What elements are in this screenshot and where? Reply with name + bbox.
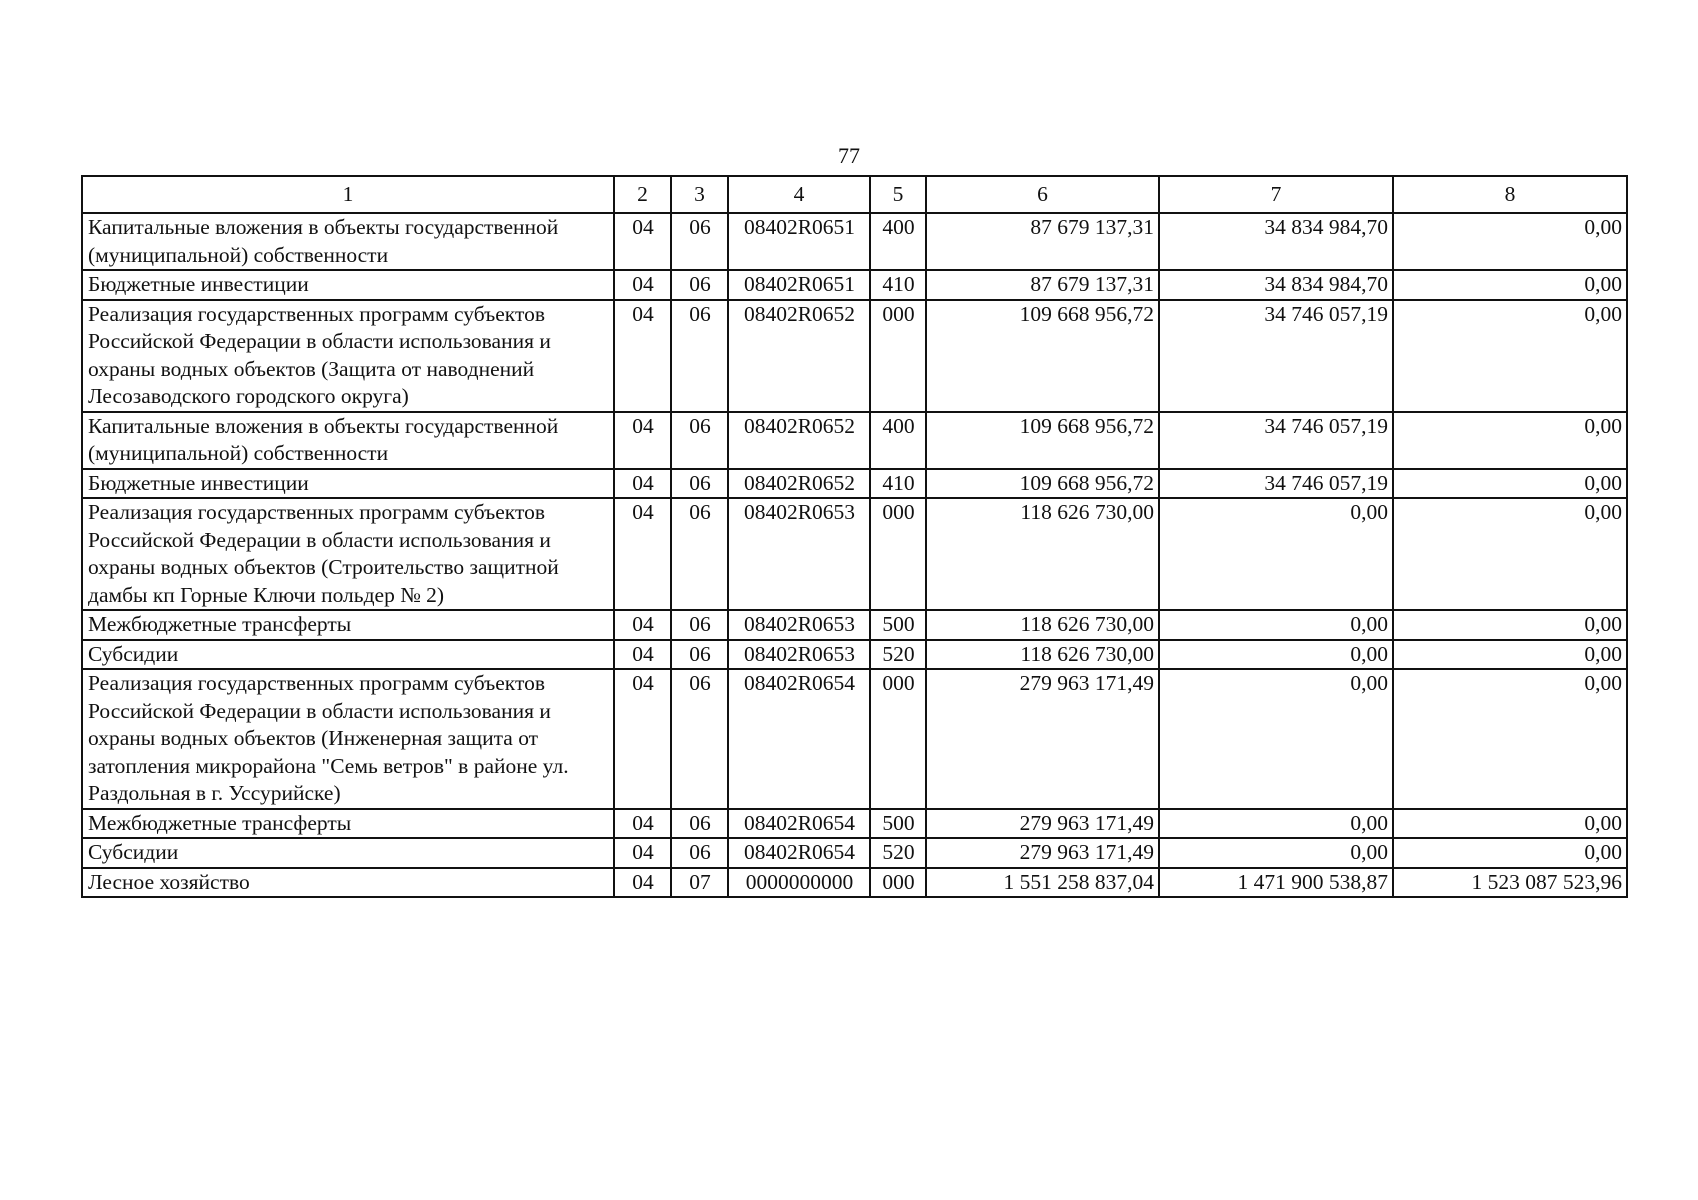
row-expense-type-cell: 000 [870, 868, 926, 898]
row-amount-col8-cell [1393, 868, 1627, 898]
row-amount-col7-cell [1159, 498, 1393, 610]
row-target-article-cell: 08402R0652 [728, 412, 870, 469]
row-amount-col6-cell [926, 868, 1159, 898]
amount-value: 0,00 [1584, 641, 1622, 666]
row-amount-col7-cell [1159, 669, 1393, 809]
row-amount-col7-cell [1159, 809, 1393, 839]
row-section-cell: 04 [614, 809, 671, 839]
row-amount-col7-cell [1159, 868, 1393, 898]
amount-value: 279 963 171,49 [1019, 840, 1154, 864]
row-target-article-cell: 0000000000 [728, 868, 870, 898]
row-section-cell: 04 [614, 469, 671, 499]
row-amount-col8-cell [1393, 669, 1627, 809]
row-amount-col7-cell [1159, 213, 1393, 270]
row-section-cell: 04 [614, 640, 671, 670]
row-amount-col6-cell [926, 669, 1159, 809]
table-row [82, 498, 1627, 610]
row-amount-col8-cell [1393, 838, 1627, 868]
row-section-cell: 04 [614, 412, 671, 469]
amount-value: 0,00 [1584, 301, 1622, 326]
row-amount-col6-cell [926, 412, 1159, 469]
amount-value: 279 963 171,49 [1019, 671, 1154, 695]
row-name-cell: Субсидии [82, 838, 614, 868]
table-row [82, 669, 1627, 809]
amount-value: 0,00 [1584, 840, 1622, 864]
table-row [82, 640, 1627, 670]
row-section-cell: 04 [614, 213, 671, 270]
row-section-cell: 04 [614, 610, 671, 640]
amount-value: 0,00 [1584, 413, 1622, 438]
row-expense-type-cell: 000 [870, 300, 926, 412]
amount-value: 0,00 [1584, 671, 1622, 695]
amount-value: 87 679 137,31 [1030, 272, 1154, 296]
table-row [82, 270, 1627, 300]
amount-value: 34 746 057,19 [1264, 470, 1388, 495]
amount-value: 0,00 [1350, 500, 1388, 524]
row-amount-col6-cell [926, 640, 1159, 670]
amount-value: 109 668 956,72 [1019, 413, 1154, 438]
row-target-article-cell: 08402R0652 [728, 469, 870, 499]
amount-value: 87 679 137,31 [1030, 215, 1154, 239]
amount-value: 118 626 730,00 [1020, 500, 1154, 524]
row-amount-col8-cell [1393, 610, 1627, 640]
row-amount-col7-cell [1159, 640, 1393, 670]
amount-value: 0,00 [1584, 500, 1622, 524]
table-body [82, 213, 1627, 897]
amount-value: 34 746 057,19 [1264, 301, 1388, 326]
header-cell: 7 [1159, 176, 1393, 213]
row-amount-col6-cell [926, 610, 1159, 640]
row-target-article-cell: 08402R0654 [728, 669, 870, 809]
header-cell: 6 [926, 176, 1159, 213]
row-amount-col8-cell [1393, 213, 1627, 270]
row-subsection-cell: 06 [671, 270, 728, 300]
header-cell: 5 [870, 176, 926, 213]
page-number: 77 [838, 143, 860, 168]
row-name-cell: Реализация государственных программ субъектов Российской Федерации в области использования и охраны водных объектов (Защита от наводнений Лесозаводского городского округа) [82, 300, 614, 412]
row-subsection-cell: 06 [671, 809, 728, 839]
row-amount-col7-cell [1159, 412, 1393, 469]
header-cell: 1 [82, 176, 614, 213]
amount-value: 118 626 730,00 [1020, 612, 1154, 636]
row-expense-type-cell: 520 [870, 838, 926, 868]
row-amount-col6-cell [926, 270, 1159, 300]
row-amount-col6-cell [926, 809, 1159, 839]
amount-value: 118 626 730,00 [1020, 641, 1154, 666]
row-expense-type-cell: 500 [870, 610, 926, 640]
table-row [82, 809, 1627, 839]
row-amount-col8-cell [1393, 270, 1627, 300]
row-expense-type-cell: 410 [870, 270, 926, 300]
amount-value: 0,00 [1584, 470, 1622, 495]
row-amount-col7-cell [1159, 838, 1393, 868]
row-name-cell: Межбюджетные трансферты [82, 610, 614, 640]
row-section-cell: 04 [614, 838, 671, 868]
row-subsection-cell: 06 [671, 498, 728, 610]
header-cell: 4 [728, 176, 870, 213]
amount-value: 34 746 057,19 [1264, 413, 1388, 438]
row-expense-type-cell: 000 [870, 669, 926, 809]
row-expense-type-cell: 400 [870, 213, 926, 270]
table-row [82, 412, 1627, 469]
row-section-cell: 04 [614, 669, 671, 809]
row-target-article-cell: 08402R0653 [728, 610, 870, 640]
header-cell: 2 [614, 176, 671, 213]
amount-value: 34 834 984,70 [1264, 272, 1388, 296]
row-target-article-cell: 08402R0654 [728, 838, 870, 868]
amount-value: 34 834 984,70 [1264, 215, 1388, 239]
row-name-cell: Бюджетные инвестиции [82, 270, 614, 300]
header-cell: 3 [671, 176, 728, 213]
row-amount-col6-cell [926, 300, 1159, 412]
amount-value: 0,00 [1350, 671, 1388, 695]
row-amount-col7-cell [1159, 300, 1393, 412]
row-subsection-cell: 07 [671, 868, 728, 898]
table-row [82, 610, 1627, 640]
row-expense-type-cell: 410 [870, 469, 926, 499]
row-subsection-cell: 06 [671, 838, 728, 868]
row-subsection-cell: 06 [671, 640, 728, 670]
row-amount-col8-cell [1393, 640, 1627, 670]
table-row [82, 868, 1627, 898]
row-amount-col8-cell [1393, 412, 1627, 469]
row-amount-col8-cell [1393, 809, 1627, 839]
row-expense-type-cell: 500 [870, 809, 926, 839]
row-amount-col8-cell [1393, 498, 1627, 610]
row-name-cell: Субсидии [82, 640, 614, 670]
row-target-article-cell: 08402R0653 [728, 640, 870, 670]
row-target-article-cell: 08402R0651 [728, 213, 870, 270]
row-name-cell: Межбюджетные трансферты [82, 809, 614, 839]
row-amount-col6-cell [926, 469, 1159, 499]
row-subsection-cell: 06 [671, 213, 728, 270]
row-subsection-cell: 06 [671, 469, 728, 499]
row-target-article-cell: 08402R0653 [728, 498, 870, 610]
row-name-cell: Бюджетные инвестиции [82, 469, 614, 499]
amount-value: 1 523 087 523,96 [1471, 869, 1622, 894]
row-amount-col6-cell [926, 838, 1159, 868]
row-subsection-cell: 06 [671, 669, 728, 809]
amount-value: 0,00 [1350, 840, 1388, 864]
amount-value: 0,00 [1350, 641, 1388, 666]
row-name-cell: Капитальные вложения в объекты государственной (муниципальной) собственности [82, 412, 614, 469]
amount-value: 109 668 956,72 [1019, 301, 1154, 326]
row-name-cell: Лесное хозяйство [82, 868, 614, 898]
amount-value: 0,00 [1350, 612, 1388, 636]
table-row [82, 213, 1627, 270]
row-amount-col8-cell [1393, 469, 1627, 499]
amount-value: 0,00 [1584, 272, 1622, 296]
row-target-article-cell: 08402R0651 [728, 270, 870, 300]
amount-value: 0,00 [1584, 810, 1622, 835]
row-amount-col6-cell [926, 213, 1159, 270]
amount-value: 279 963 171,49 [1019, 810, 1154, 835]
row-expense-type-cell: 000 [870, 498, 926, 610]
row-expense-type-cell: 400 [870, 412, 926, 469]
row-amount-col8-cell [1393, 300, 1627, 412]
row-name-cell: Реализация государственных программ субъектов Российской Федерации в области использования и охраны водных объектов (Строительство защитной дамбы кп Горные Ключи польдер № 2) [82, 498, 614, 610]
row-name-cell: Капитальные вложения в объекты государственной (муниципальной) собственности [82, 213, 614, 270]
row-subsection-cell: 06 [671, 412, 728, 469]
amount-value: 1 471 900 538,87 [1237, 869, 1388, 894]
amount-value: 0,00 [1584, 612, 1622, 636]
row-expense-type-cell: 520 [870, 640, 926, 670]
table-row [82, 838, 1627, 868]
row-target-article-cell: 08402R0652 [728, 300, 870, 412]
table-row [82, 469, 1627, 499]
amount-value: 1 551 258 837,04 [1003, 869, 1154, 894]
row-amount-col7-cell [1159, 469, 1393, 499]
header-cell: 8 [1393, 176, 1627, 213]
row-section-cell: 04 [614, 498, 671, 610]
row-amount-col6-cell [926, 498, 1159, 610]
amount-value: 109 668 956,72 [1019, 470, 1154, 495]
row-amount-col7-cell [1159, 270, 1393, 300]
table-row [82, 300, 1627, 412]
budget-table [81, 175, 1628, 898]
row-subsection-cell: 06 [671, 300, 728, 412]
row-name-cell: Реализация государственных программ субъектов Российской Федерации в области использования и охраны водных объектов (Инженерная защита от затопления микрорайона "Семь ветров" в районе ул. Раздольная в г. Уссурийске) [82, 669, 614, 809]
row-section-cell: 04 [614, 270, 671, 300]
row-section-cell: 04 [614, 868, 671, 898]
row-amount-col7-cell [1159, 610, 1393, 640]
row-target-article-cell: 08402R0654 [728, 809, 870, 839]
amount-value: 0,00 [1584, 215, 1622, 239]
row-section-cell: 04 [614, 300, 671, 412]
amount-value: 0,00 [1350, 810, 1388, 835]
header-row [82, 176, 1627, 213]
row-subsection-cell: 06 [671, 610, 728, 640]
